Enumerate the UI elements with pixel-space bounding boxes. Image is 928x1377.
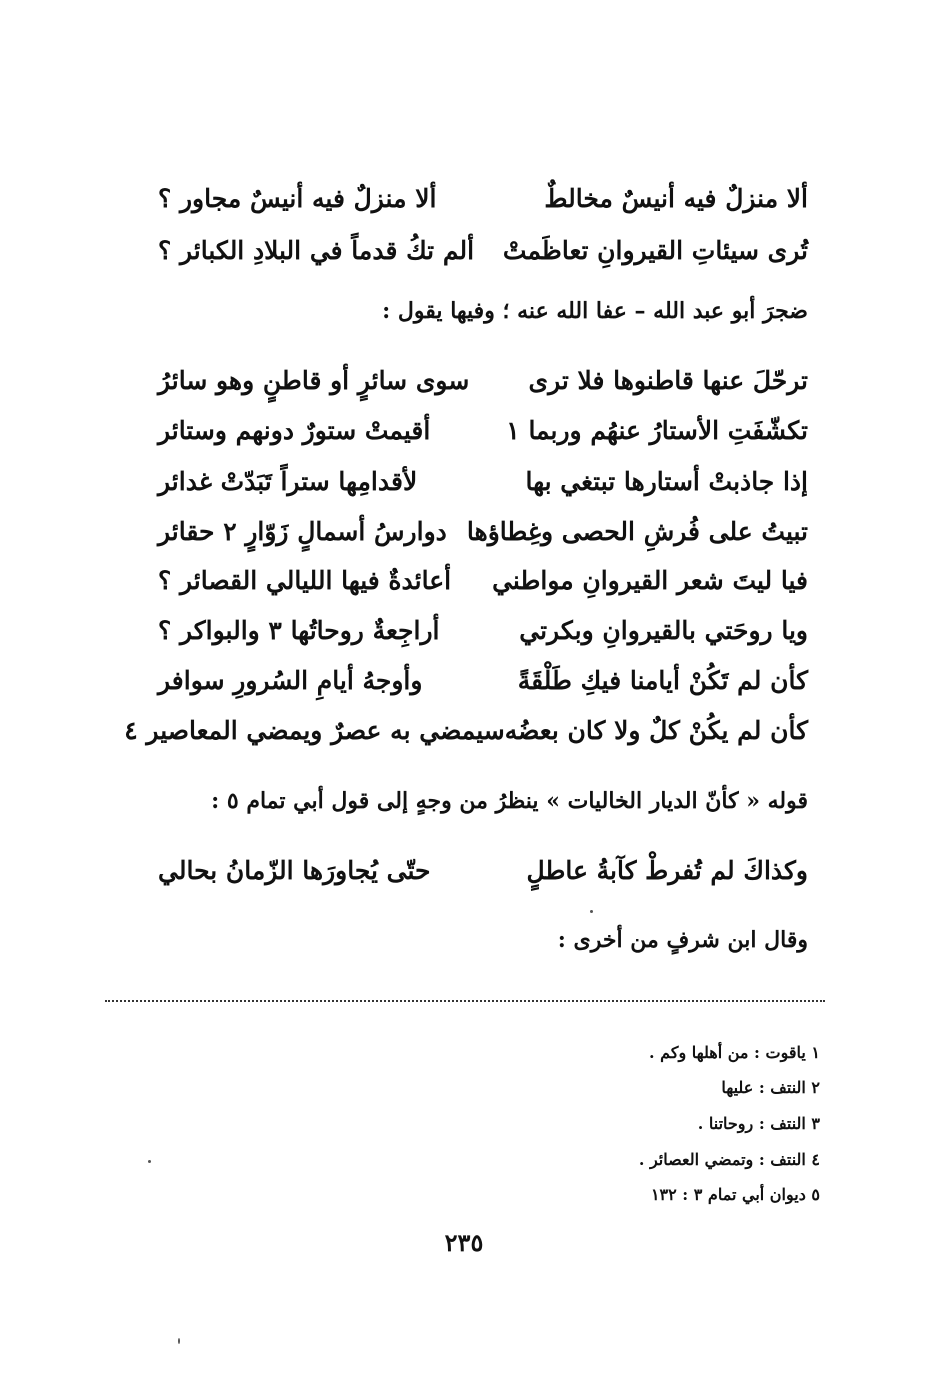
verse-first-hemistich: ويا روحَتي بالقيروانِ وبكرتي — [519, 615, 808, 645]
verse-line — [158, 850, 808, 890]
verse-second-hemistich: وأوجهُ أيامِ السُرورِ سوافر — [158, 665, 423, 695]
footnote: ٥ ديوان أبي تمام ٣ : ١٣٢ — [650, 1185, 820, 1204]
verse-first-hemistich: فيا ليتَ شعر القيروانِ مواطني — [492, 565, 808, 595]
footnote: ١ ياقوت : من أهلها وكم . — [649, 1043, 820, 1062]
verse-first-hemistich: كأن لم تَكُنْ أيامنا فيكِ طَلْقَةً — [517, 665, 808, 695]
verse-first-hemistich: تكشّفَتِ الأستارُ عنهُم وربما ١ — [506, 415, 808, 445]
verse-line — [158, 461, 808, 501]
verse-second-hemistich: أراجِعةٌ روحاتُها ٣ والبواكر ؟ — [158, 615, 440, 645]
verse-line — [158, 660, 808, 700]
verse-first-hemistich: تُرى سيئاتِ القيروانِ تعاظَمتْ — [502, 235, 808, 265]
verse-line — [158, 560, 808, 600]
verse-second-hemistich: دوارسُ أسمالٍ زَوّارٍ ٢ حقائر — [158, 516, 447, 546]
verse-second-hemistich: سوى سائرٍ أو قاطنٍ وهو سائرُ — [158, 365, 470, 395]
verse-second-hemistich: أقيمتْ ستورٌ دونهم وستائر — [158, 415, 431, 445]
verse-second-hemistich: ألم تكُ قدماً في البلادِ الكبائر ؟ — [158, 235, 475, 265]
verse-line — [158, 178, 808, 218]
verse-second-hemistich: سيمضي به عصرٌ ويمضي المعاصير ٤ — [124, 715, 505, 745]
intro-text: ضجرَ أبو عبد الله – عفا الله عنه ؛ وفيها يقول : — [382, 298, 808, 324]
footnote: ٤ النتف : وتمضي العصائر . — [638, 1150, 820, 1169]
footnote-divider — [105, 1000, 825, 1002]
page-number: ٢٣٥ — [444, 1228, 484, 1257]
verse-line — [158, 410, 808, 450]
closing-text: وقال ابن شرفٍ من أخرى : — [557, 927, 808, 953]
verse-line — [124, 710, 808, 750]
scan-speck — [148, 1160, 151, 1163]
verse-first-hemistich: ألا منزلٌ فيه أنيسٌ مخالطٌ — [544, 183, 808, 213]
verse-line — [158, 610, 808, 650]
quote-commentary: قوله « كأنّ الديار الخاليات » ينظرُ من وجهٍ إلى قول أبي تمام ٥ : — [211, 788, 808, 814]
footnote: ٣ النتف : روحاتنا . — [697, 1114, 820, 1133]
verse-second-hemistich: ألا منزلٌ فيه أنيسٌ مجاور ؟ — [158, 183, 437, 213]
verse-line — [158, 360, 808, 400]
verse-first-hemistich: كأن لم يكُنْ كلٌ ولا كان بعضُه — [504, 715, 808, 745]
verse-first-hemistich: إذا جاذبتْ أستارها تبتغي بها — [525, 466, 808, 496]
verse-second-hemistich: أعائدةٌ فيها الليالي القصائر ؟ — [158, 565, 452, 595]
verse-second-hemistich: لأقدامِها ستراً تَبَدّتْ غدائر — [158, 466, 418, 496]
verse-first-hemistich: ترحّلَ عنها قاطنوها فلا ترى — [528, 365, 808, 395]
verse-first-hemistich: تبيتُ على فُرشِ الحصى وغِطاؤها — [466, 516, 808, 546]
verse-line — [158, 511, 808, 551]
verse-second-hemistich: حتّى يُجاورَها الزّمانُ بحالي — [158, 855, 431, 885]
scan-speck — [590, 910, 593, 913]
scan-speck — [178, 1338, 180, 1344]
footnote: ٢ النتف : عليها — [721, 1078, 820, 1097]
verse-line — [158, 230, 808, 270]
verse-first-hemistich: وكذاكَ لم تُفرطْ كآبةُ عاطلٍ — [526, 855, 808, 885]
